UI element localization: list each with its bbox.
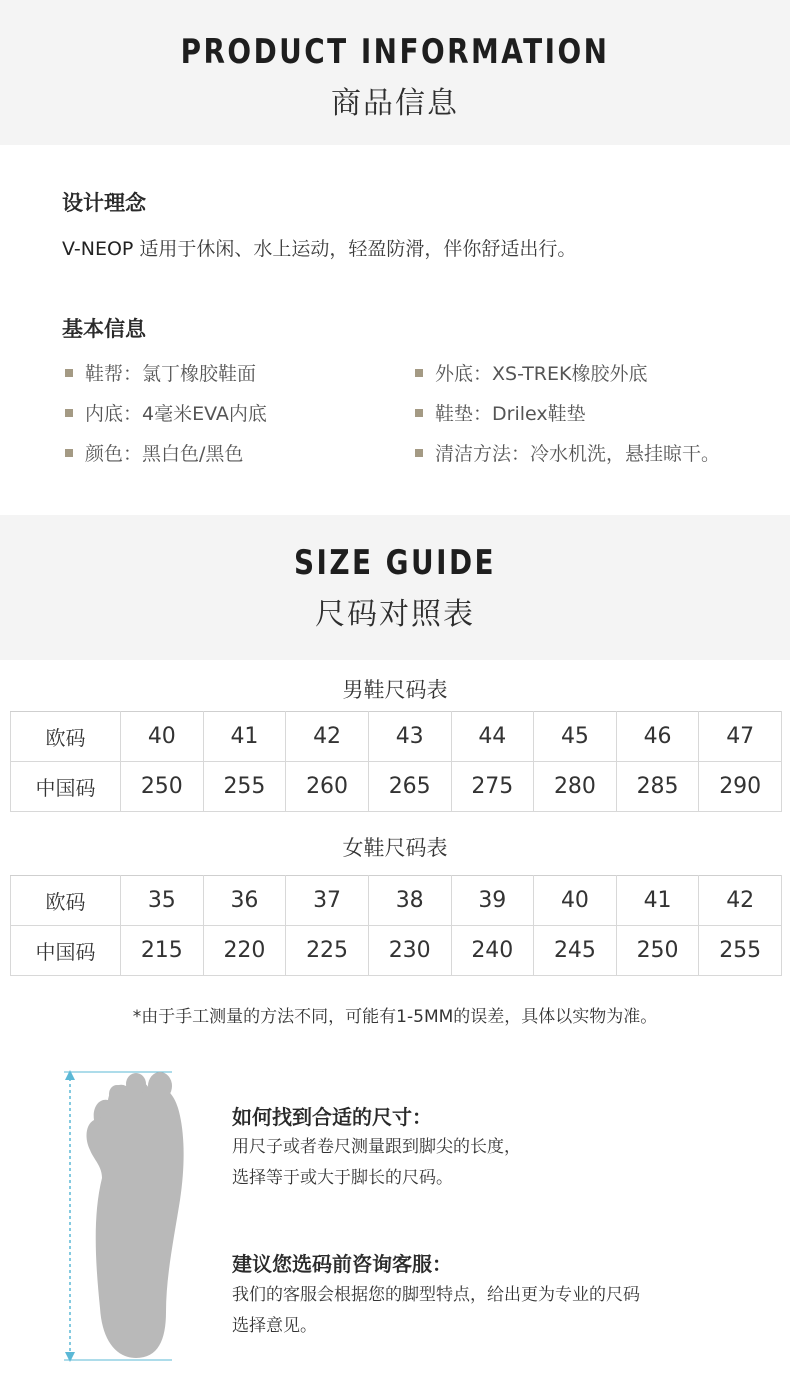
table-cell: 42: [286, 712, 369, 762]
table-cell: 40: [534, 876, 617, 926]
table-cell: 225: [286, 926, 369, 976]
spec-text: 外底：XS-TREK橡胶外底: [435, 363, 648, 385]
bullet-icon: [415, 369, 423, 377]
product-info-en-title: PRODUCT INFORMATION: [180, 32, 610, 72]
bullet-icon: [65, 409, 73, 417]
table-cell: 285: [616, 762, 699, 812]
table-cell: 47: [699, 712, 782, 762]
spec-item: [415, 439, 720, 466]
table-cell: 39: [451, 876, 534, 926]
table-cell: 255: [203, 762, 286, 812]
table-row-label: 欧码: [11, 876, 121, 926]
spec-text: 内底：4毫米EVA内底: [85, 403, 267, 425]
how-to-size-line: 用尺子或者卷尺测量跟到脚尖的长度，: [232, 1137, 521, 1157]
size-guide-en-title: SIZE GUIDE: [293, 543, 497, 583]
bullet-icon: [415, 409, 423, 417]
design-heading: 设计理念: [62, 191, 146, 215]
consult-line: 选择意见。: [232, 1316, 317, 1336]
men-table-title: 男鞋尺码表: [342, 678, 448, 702]
spec-text: 清洁方法：冷水机洗，悬挂晾干。: [435, 443, 721, 465]
table-cell: 40: [121, 712, 204, 762]
table-cell: 44: [451, 712, 534, 762]
how-to-size-line: 选择等于或大于脚长的尺码。: [232, 1168, 453, 1188]
foot-icon: [62, 1068, 192, 1368]
spec-item: [65, 359, 256, 386]
table-cell: 240: [451, 926, 534, 976]
table-cell: 255: [699, 926, 782, 976]
table-cell: 250: [121, 762, 204, 812]
table-cell: 45: [534, 712, 617, 762]
spec-item: [415, 399, 586, 426]
bullet-icon: [65, 369, 73, 377]
table-cell: 265: [368, 762, 451, 812]
product-info-header: [0, 0, 790, 145]
table-cell: 46: [616, 712, 699, 762]
table-cell: 36: [203, 876, 286, 926]
table-cell: 41: [203, 712, 286, 762]
basic-info-heading: 基本信息: [62, 317, 146, 341]
table-cell: 245: [534, 926, 617, 976]
table-cell: 230: [368, 926, 451, 976]
spec-text: 颜色：黑白色/黑色: [85, 443, 244, 465]
foot-measure-illustration: [62, 1068, 192, 1368]
product-info-zh-title: 商品信息: [331, 86, 459, 121]
table-cell: 290: [699, 762, 782, 812]
table-cell: 35: [121, 876, 204, 926]
design-brand: V-NEOP: [62, 238, 134, 260]
consult-heading: 建议您选码前咨询客服：: [232, 1252, 452, 1276]
design-text: [62, 234, 576, 261]
consult-text: [232, 1280, 640, 1342]
table-cell: 41: [616, 876, 699, 926]
measurement-note: *由于手工测量的方法不同，可能有1-5MM的误差，具体以实物为准。: [132, 1007, 658, 1027]
spec-text: 鞋帮：氯丁橡胶鞋面: [85, 363, 257, 385]
bullet-icon: [415, 449, 423, 457]
spec-item: [65, 399, 267, 426]
consult-line: 我们的客服会根据您的脚型特点，给出更为专业的尺码: [232, 1285, 640, 1305]
spec-item: [415, 359, 647, 386]
table-cell: 280: [534, 762, 617, 812]
table-cell: 275: [451, 762, 534, 812]
table-cell: 42: [699, 876, 782, 926]
men-size-table: [10, 711, 782, 812]
women-size-table: [10, 875, 782, 976]
table-row: [11, 876, 782, 926]
table-row-label: 欧码: [11, 712, 121, 762]
table-row: [11, 762, 782, 812]
table-cell: 37: [286, 876, 369, 926]
how-to-size-heading: 如何找到合适的尺寸：: [232, 1105, 432, 1129]
table-cell: 215: [121, 926, 204, 976]
table-row: [11, 712, 782, 762]
spec-item: [65, 439, 243, 466]
women-table-title: 女鞋尺码表: [342, 836, 448, 860]
design-description: 适用于休闲、水上运动，轻盈防滑，伴你舒适出行。: [133, 238, 577, 260]
table-cell: 38: [368, 876, 451, 926]
size-guide-header: [0, 515, 790, 660]
bullet-icon: [65, 449, 73, 457]
how-to-size-text: [232, 1132, 521, 1194]
table-row-label: 中国码: [11, 926, 121, 976]
table-cell: 43: [368, 712, 451, 762]
size-guide-zh-title: 尺码对照表: [315, 597, 475, 632]
table-cell: 260: [286, 762, 369, 812]
table-row: [11, 926, 782, 976]
spec-text: 鞋垫：Drilex鞋垫: [435, 403, 586, 425]
table-cell: 220: [203, 926, 286, 976]
table-cell: 250: [616, 926, 699, 976]
table-row-label: 中国码: [11, 762, 121, 812]
